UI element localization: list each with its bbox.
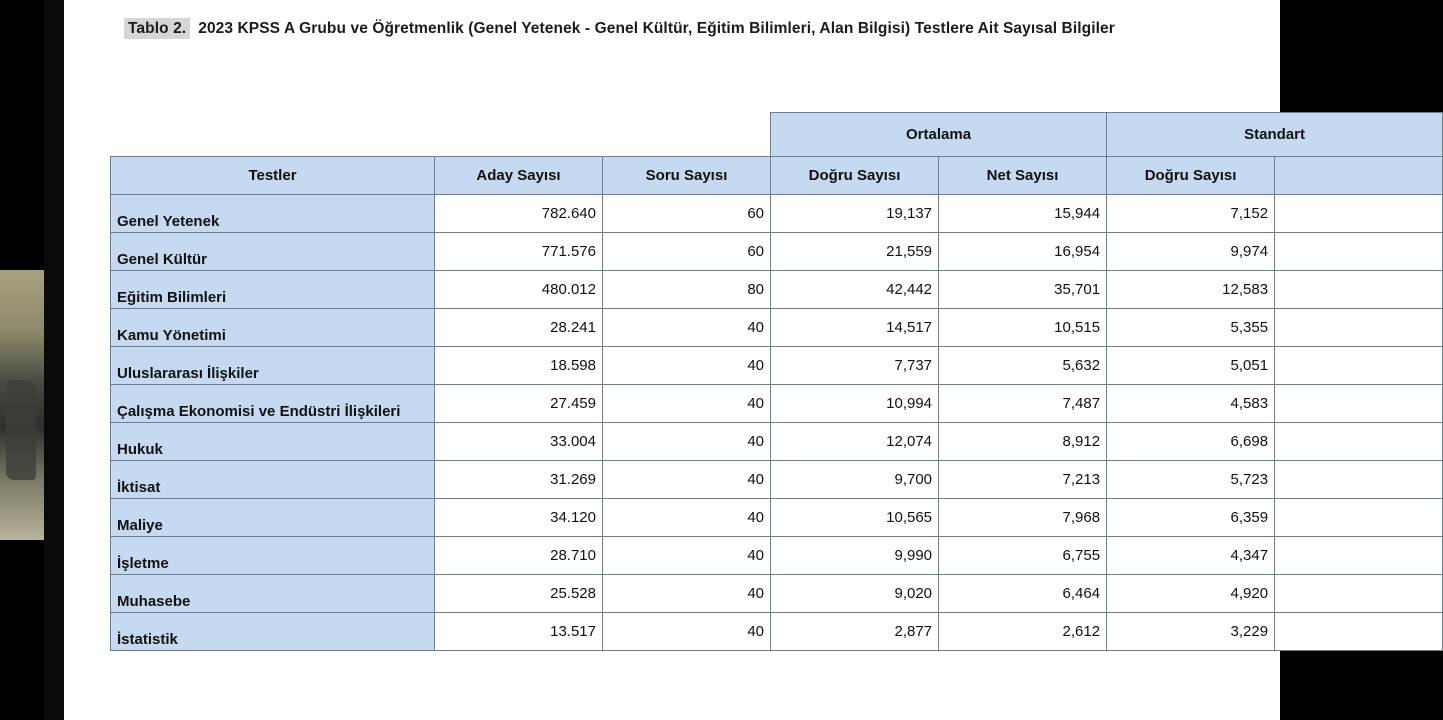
ortalama-dogru-cell: 9,020 xyxy=(771,575,939,613)
standart-dogru-cell: 5,355 xyxy=(1107,309,1275,347)
standart-dogru-cell: 4,583 xyxy=(1107,385,1275,423)
standart-dogru-cell: 9,974 xyxy=(1107,233,1275,271)
test-name-cell: Uluslararası İlişkiler xyxy=(111,347,435,385)
aday-sayisi-cell: 480.012 xyxy=(435,271,603,309)
soru-sayisi-cell: 40 xyxy=(603,537,771,575)
test-name-cell: İktisat xyxy=(111,461,435,499)
cutoff-cell xyxy=(1275,309,1443,347)
col-header-aday-sayisi: Aday Sayısı xyxy=(435,157,603,195)
group-header-standart: Standart xyxy=(1107,113,1443,157)
soru-sayisi-cell: 40 xyxy=(603,461,771,499)
test-name-cell: Genel Yetenek xyxy=(111,195,435,233)
table-row xyxy=(111,233,1443,271)
ortalama-net-cell: 5,632 xyxy=(939,347,1107,385)
table-row xyxy=(111,271,1443,309)
standart-dogru-cell: 6,698 xyxy=(1107,423,1275,461)
ortalama-dogru-cell: 9,990 xyxy=(771,537,939,575)
ortalama-net-cell: 16,954 xyxy=(939,233,1107,271)
col-header-cutoff xyxy=(1275,157,1443,195)
table-row xyxy=(111,309,1443,347)
ortalama-net-cell: 7,487 xyxy=(939,385,1107,423)
soru-sayisi-cell: 80 xyxy=(603,271,771,309)
table-row xyxy=(111,385,1443,423)
aday-sayisi-cell: 33.004 xyxy=(435,423,603,461)
aday-sayisi-cell: 782.640 xyxy=(435,195,603,233)
aday-sayisi-cell: 28.241 xyxy=(435,309,603,347)
test-name-cell: İşletme xyxy=(111,537,435,575)
cutoff-cell xyxy=(1275,461,1443,499)
soru-sayisi-cell: 40 xyxy=(603,347,771,385)
cutoff-cell xyxy=(1275,575,1443,613)
test-name-cell: Kamu Yönetimi xyxy=(111,309,435,347)
standart-dogru-cell: 3,229 xyxy=(1107,613,1275,651)
aday-sayisi-cell: 31.269 xyxy=(435,461,603,499)
test-name-cell: İstatistik xyxy=(111,613,435,651)
cutoff-cell xyxy=(1275,613,1443,651)
group-header-row xyxy=(111,113,1443,157)
standart-dogru-cell: 4,347 xyxy=(1107,537,1275,575)
standart-dogru-cell: 4,920 xyxy=(1107,575,1275,613)
soru-sayisi-cell: 40 xyxy=(603,575,771,613)
ortalama-dogru-cell: 2,877 xyxy=(771,613,939,651)
ortalama-dogru-cell: 9,700 xyxy=(771,461,939,499)
column-header-row xyxy=(111,157,1443,195)
soru-sayisi-cell: 40 xyxy=(603,423,771,461)
soru-sayisi-cell: 40 xyxy=(603,309,771,347)
ortalama-dogru-cell: 14,517 xyxy=(771,309,939,347)
cutoff-cell xyxy=(1275,347,1443,385)
table-row xyxy=(111,613,1443,651)
aday-sayisi-cell: 18.598 xyxy=(435,347,603,385)
table-row xyxy=(111,575,1443,613)
left-gap xyxy=(44,0,64,720)
table-row xyxy=(111,347,1443,385)
document-page xyxy=(64,0,1305,720)
table-row xyxy=(111,195,1443,233)
ortalama-net-cell: 10,515 xyxy=(939,309,1107,347)
ortalama-dogru-cell: 19,137 xyxy=(771,195,939,233)
soru-sayisi-cell: 60 xyxy=(603,195,771,233)
standart-dogru-cell: 12,583 xyxy=(1107,271,1275,309)
cutoff-cell xyxy=(1275,385,1443,423)
ortalama-net-cell: 35,701 xyxy=(939,271,1107,309)
table-row xyxy=(111,537,1443,575)
soru-sayisi-cell: 40 xyxy=(603,385,771,423)
standart-dogru-cell: 6,359 xyxy=(1107,499,1275,537)
ortalama-dogru-cell: 12,074 xyxy=(771,423,939,461)
ortalama-dogru-cell: 21,559 xyxy=(771,233,939,271)
group-header-ortalama: Ortalama xyxy=(771,113,1107,157)
table-row xyxy=(111,499,1443,537)
ortalama-net-cell: 7,968 xyxy=(939,499,1107,537)
ortalama-net-cell: 6,464 xyxy=(939,575,1107,613)
aday-sayisi-cell: 34.120 xyxy=(435,499,603,537)
ortalama-dogru-cell: 10,994 xyxy=(771,385,939,423)
test-name-cell: Hukuk xyxy=(111,423,435,461)
aday-sayisi-cell: 28.710 xyxy=(435,537,603,575)
presenter-video-thumbnail xyxy=(0,270,44,540)
caption-tag: Tablo 2. xyxy=(124,18,190,39)
aday-sayisi-cell: 13.517 xyxy=(435,613,603,651)
caption-text: 2023 KPSS A Grubu ve Öğretmenlik (Genel Yetenek - Genel Kültür, Eğitim Bilimleri, Alan Bilgisi) Testlere Ait Sayısal Bilgiler xyxy=(198,20,1115,37)
soru-sayisi-cell: 60 xyxy=(603,233,771,271)
col-header-ortalama-dogru: Doğru Sayısı xyxy=(771,157,939,195)
kpss-statistics-table xyxy=(110,112,1443,651)
ortalama-net-cell: 15,944 xyxy=(939,195,1107,233)
ortalama-net-cell: 7,213 xyxy=(939,461,1107,499)
ortalama-net-cell: 2,612 xyxy=(939,613,1107,651)
cutoff-cell xyxy=(1275,195,1443,233)
test-name-cell: Muhasebe xyxy=(111,575,435,613)
ortalama-dogru-cell: 7,737 xyxy=(771,347,939,385)
aday-sayisi-cell: 771.576 xyxy=(435,233,603,271)
cutoff-cell xyxy=(1275,271,1443,309)
aday-sayisi-cell: 27.459 xyxy=(435,385,603,423)
ortalama-dogru-cell: 10,565 xyxy=(771,499,939,537)
table-row xyxy=(111,461,1443,499)
soru-sayisi-cell: 40 xyxy=(603,499,771,537)
test-name-cell: Eğitim Bilimleri xyxy=(111,271,435,309)
col-header-standart-dogru: Doğru Sayısı xyxy=(1107,157,1275,195)
test-name-cell: Maliye xyxy=(111,499,435,537)
ortalama-net-cell: 8,912 xyxy=(939,423,1107,461)
cutoff-cell xyxy=(1275,499,1443,537)
ortalama-dogru-cell: 42,442 xyxy=(771,271,939,309)
cutoff-cell xyxy=(1275,537,1443,575)
col-header-ortalama-net: Net Sayısı xyxy=(939,157,1107,195)
standart-dogru-cell: 7,152 xyxy=(1107,195,1275,233)
test-name-cell: Çalışma Ekonomisi ve Endüstri İlişkileri xyxy=(111,385,435,423)
soru-sayisi-cell: 40 xyxy=(603,613,771,651)
standart-dogru-cell: 5,723 xyxy=(1107,461,1275,499)
ortalama-net-cell: 6,755 xyxy=(939,537,1107,575)
aday-sayisi-cell: 25.528 xyxy=(435,575,603,613)
test-name-cell: Genel Kültür xyxy=(111,233,435,271)
table-row xyxy=(111,423,1443,461)
table-caption xyxy=(124,20,1115,38)
table-body xyxy=(111,195,1443,651)
cutoff-cell xyxy=(1275,233,1443,271)
col-header-testler: Testler xyxy=(111,157,435,195)
cutoff-cell xyxy=(1275,423,1443,461)
col-header-soru-sayisi: Soru Sayısı xyxy=(603,157,771,195)
standart-dogru-cell: 5,051 xyxy=(1107,347,1275,385)
